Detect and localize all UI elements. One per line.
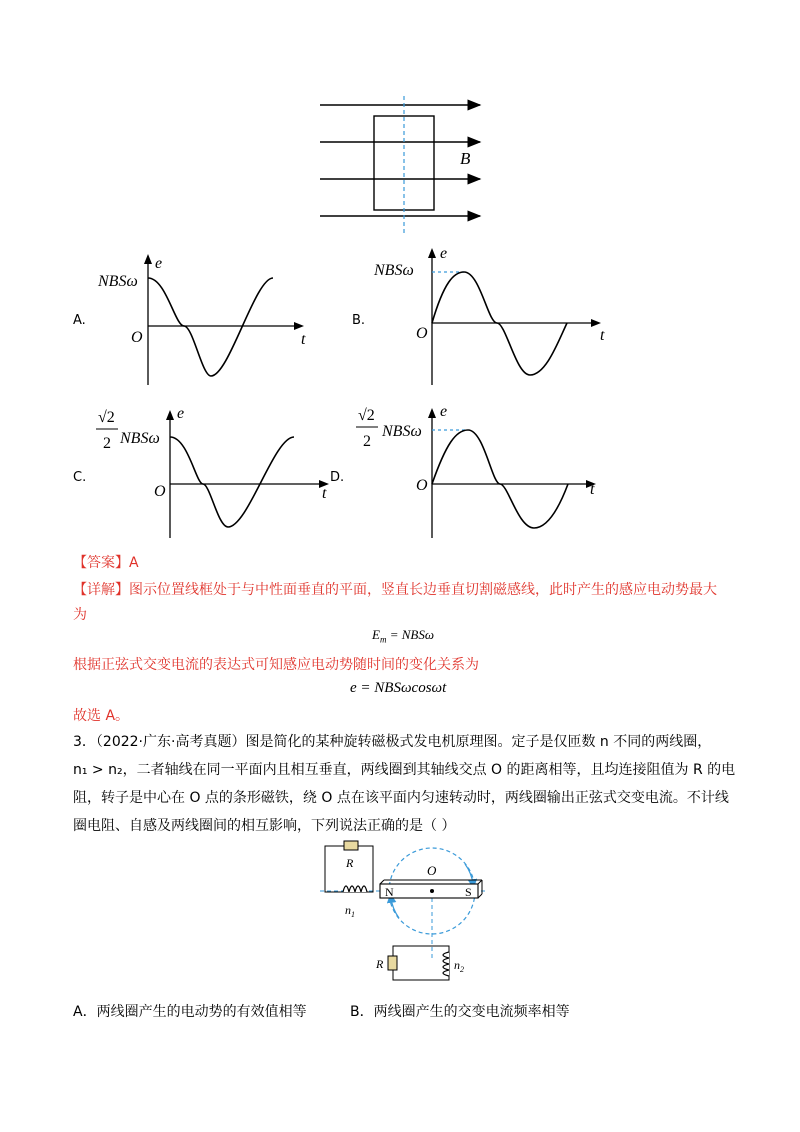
detail-line-2: 为 — [73, 607, 87, 623]
origin-label: O — [154, 483, 166, 500]
coil-1-label: $n_1$ — [345, 903, 355, 919]
answer-line — [73, 553, 139, 573]
question-line-4: 圈电阻、自感及两线圈间的相互影响，下列说法正确的是（ ） — [73, 818, 456, 834]
resistor-2 — [388, 956, 397, 970]
peak-label: NBSω — [382, 423, 422, 440]
bar-magnet — [380, 884, 478, 898]
coil-2-label: $n_2$ — [454, 958, 464, 974]
t-label: t — [322, 485, 327, 502]
option-label-b: B. — [352, 313, 366, 328]
graph-c[interactable] — [90, 400, 340, 540]
t-label: t — [600, 327, 605, 344]
question-line-2: n₁ > n₂，二者轴线在同一平面内且相互垂直，两线圈到其轴线交点 O 的距离相等，且均连接阻值为 R 的电 — [73, 762, 736, 778]
option-label-d: D. — [330, 470, 345, 485]
graph-d[interactable] — [350, 400, 610, 540]
e-axis-arrow — [166, 410, 174, 420]
denominator: 2 — [363, 433, 371, 450]
field-label: B — [460, 149, 471, 168]
peak-label: NBSω — [98, 273, 138, 290]
answer-tag: 【答案】 — [73, 555, 129, 571]
t-label: t — [301, 331, 306, 348]
root-two: √2 — [98, 409, 115, 426]
resistor-1-label: R — [346, 856, 354, 870]
resistor-2-label: R — [376, 957, 384, 971]
generator-figure — [315, 840, 505, 990]
peak-label: NBSω — [374, 262, 414, 279]
coil-1 — [343, 886, 367, 892]
center-point — [430, 889, 434, 893]
detail-line-3: 根据正弦式交变电流的表达式可知感应电动势随时间的变化关系为 — [73, 657, 479, 673]
question-line-1 — [73, 732, 711, 752]
e-axis-arrow — [428, 408, 436, 418]
graph-b[interactable] — [372, 242, 612, 387]
t-axis-arrow — [294, 322, 304, 330]
choice-b[interactable]: B．两线圈产生的交变电流频率相等 — [350, 1004, 570, 1020]
option-label-c: C. — [73, 470, 87, 485]
sine-curve — [432, 430, 568, 528]
e-axis-arrow — [428, 248, 436, 258]
resistor-1 — [344, 841, 358, 850]
e-label: e — [440, 245, 448, 262]
question-line-3: 阻，转子是中心在 O 点的条形磁铁，绕 O 点在该平面内匀速转动时，两线圈输出正弦式交变电流。不计线 — [73, 790, 729, 806]
south-pole: S — [465, 885, 472, 899]
choice-a[interactable]: A．两线圈产生的电动势的有效值相等 — [73, 1004, 307, 1020]
origin-label: O — [416, 477, 428, 494]
denominator: 2 — [103, 435, 111, 452]
detail-text-1: 图示位置线框处于与中性面垂直的平面，竖直长边垂直切割磁感线，此时产生的感应电动势最大 — [129, 582, 717, 598]
field-coil-figure — [300, 90, 500, 240]
north-pole: N — [385, 885, 394, 899]
rotation-arrow — [391, 898, 399, 918]
root-two: √2 — [358, 407, 375, 424]
t-axis-arrow — [591, 319, 601, 327]
t-label: t — [590, 481, 595, 498]
circuit-2 — [393, 946, 449, 980]
e-axis-arrow — [144, 254, 152, 264]
e-label: e — [155, 255, 163, 272]
origin-label: O — [416, 325, 428, 342]
option-label-a: A. — [73, 313, 86, 328]
formula-emax: $E_m = NBS\omega$ — [372, 627, 435, 645]
e-label: e — [177, 405, 185, 422]
question-text-1: （2022·广东·高考真题）图是简化的某种旋转磁极式发电机原理图。定子是仅匝数 n 不同的两线圈， — [95, 734, 712, 750]
graph-a[interactable] — [95, 250, 320, 390]
coil-2 — [443, 952, 449, 976]
detail-tag: 【详解】 — [73, 582, 129, 598]
center-label: O — [427, 863, 437, 878]
origin-label: O — [131, 329, 143, 346]
formula-e-t: e = NBSωcosωt — [350, 680, 447, 696]
cosine-curve — [148, 278, 273, 376]
e-label: e — [440, 403, 448, 420]
detail-line-1 — [73, 580, 717, 600]
conclusion: 故选 A。 — [73, 708, 130, 724]
answer-value: A — [129, 555, 139, 571]
peak-label: NBSω — [120, 430, 160, 447]
cosine-curve — [170, 437, 294, 527]
question-number: 3． — [73, 734, 96, 750]
